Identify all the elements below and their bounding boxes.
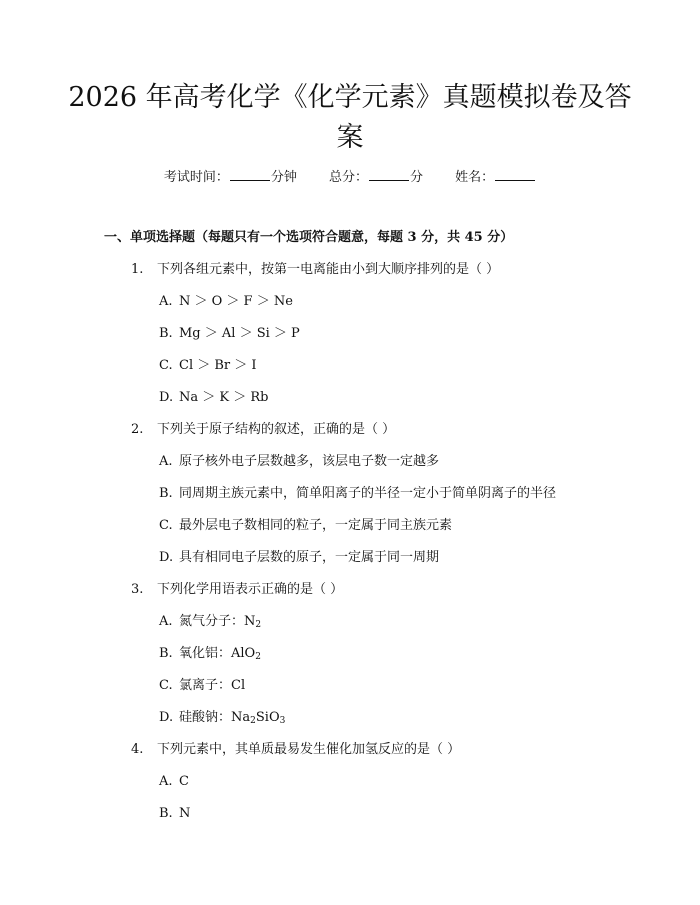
- q3-option-c[interactable]: [159, 676, 245, 696]
- q2-option-a[interactable]: [159, 452, 439, 472]
- exam-time-field: [164, 168, 297, 188]
- section-heading: 一、单项选择题（每题只有一个选项符合题意，每题 3 分，共 45 分）: [104, 230, 514, 245]
- option-letter: B.: [159, 646, 173, 661]
- exam-info-line: [0, 168, 700, 188]
- name-blank[interactable]: [495, 168, 535, 181]
- option-letter: D.: [159, 550, 174, 565]
- option-text: 氮气分子：N: [179, 614, 256, 629]
- option-text: Mg ＞ Al ＞ Si ＞ P: [179, 326, 300, 341]
- question-1: [131, 260, 499, 280]
- subscript: 3: [279, 716, 286, 726]
- option-letter: A.: [159, 294, 173, 309]
- option-text: 同周期主族元素中，简单阳离子的半径一定小于简单阴离子的半径: [179, 486, 557, 501]
- question-stem: 下列关于原子结构的叙述，正确的是（ ）: [157, 422, 396, 437]
- option-text: 最外层电子数相同的粒子，一定属于同主族元素: [179, 518, 453, 533]
- option-text: 原子核外电子层数越多，该层电子数一定越多: [179, 454, 440, 469]
- option-letter: A.: [159, 774, 173, 789]
- q4-option-a[interactable]: [159, 772, 189, 792]
- q1-option-c[interactable]: [159, 356, 257, 376]
- question-4: [131, 740, 460, 760]
- q3-option-d[interactable]: [159, 708, 285, 731]
- exam-time-unit: 分钟: [270, 170, 297, 185]
- q2-option-d[interactable]: [159, 548, 439, 568]
- q3-option-a[interactable]: [159, 612, 261, 635]
- question-3: [131, 580, 343, 600]
- question-stem: 下列元素中，其单质最易发生催化加氢反应的是（ ）: [157, 742, 461, 757]
- q3-option-b[interactable]: [159, 644, 261, 667]
- option-letter: B.: [159, 486, 173, 501]
- option-text: 氯离子：Cl: [179, 678, 246, 693]
- option-letter: A.: [159, 614, 173, 629]
- name-field: [455, 168, 536, 188]
- question-number: 1.: [131, 262, 144, 277]
- q4-option-b[interactable]: [159, 804, 190, 824]
- total-score-blank[interactable]: [369, 168, 409, 181]
- option-text: 硅酸钠：Na: [179, 710, 251, 725]
- question-stem: 下列各组元素中，按第一电离能由小到大顺序排列的是（ ）: [157, 262, 500, 277]
- option-letter: C.: [159, 678, 173, 693]
- total-score-label: 总分：: [328, 170, 368, 185]
- q1-option-d[interactable]: [159, 388, 268, 408]
- option-letter: D.: [159, 390, 174, 405]
- option-letter: C.: [159, 358, 173, 373]
- subscript: 2: [250, 716, 256, 726]
- total-score-field: [329, 168, 423, 188]
- option-text-suffix: SiO: [255, 710, 280, 725]
- option-text: N ＞ O ＞ F ＞ Ne: [179, 294, 293, 309]
- subscript: 2: [255, 620, 262, 630]
- q1-option-a[interactable]: [159, 292, 293, 312]
- option-text: Na ＞ K ＞ Rb: [179, 390, 269, 405]
- question-number: 4.: [131, 742, 144, 757]
- option-letter: C.: [159, 518, 173, 533]
- option-letter: B.: [159, 326, 173, 341]
- option-text: C: [179, 774, 189, 789]
- option-letter: B.: [159, 806, 173, 821]
- option-text: N: [179, 806, 191, 821]
- option-letter: A.: [159, 454, 173, 469]
- name-label: 姓名：: [455, 170, 495, 185]
- question-2: [131, 420, 395, 440]
- option-text: 氧化铝：AlO: [179, 646, 256, 661]
- question-number: 3.: [131, 582, 144, 597]
- exam-time-label: 考试时间：: [163, 170, 229, 185]
- question-number: 2.: [131, 422, 144, 437]
- q2-option-b[interactable]: [159, 484, 556, 504]
- option-text: 具有相同电子层数的原子，一定属于同一周期: [179, 550, 440, 565]
- subscript: 2: [255, 652, 261, 662]
- exam-time-blank[interactable]: [230, 168, 270, 181]
- option-letter: D.: [159, 710, 174, 725]
- total-score-unit: 分: [410, 170, 424, 185]
- question-stem: 下列化学用语表示正确的是（ ）: [157, 582, 344, 597]
- q1-option-b[interactable]: [159, 324, 300, 344]
- document-title: 2026 年高考化学《化学元素》真题模拟卷及答案: [68, 82, 632, 153]
- option-text: Cl ＞ Br ＞ I: [179, 358, 257, 373]
- q2-option-c[interactable]: [159, 516, 452, 536]
